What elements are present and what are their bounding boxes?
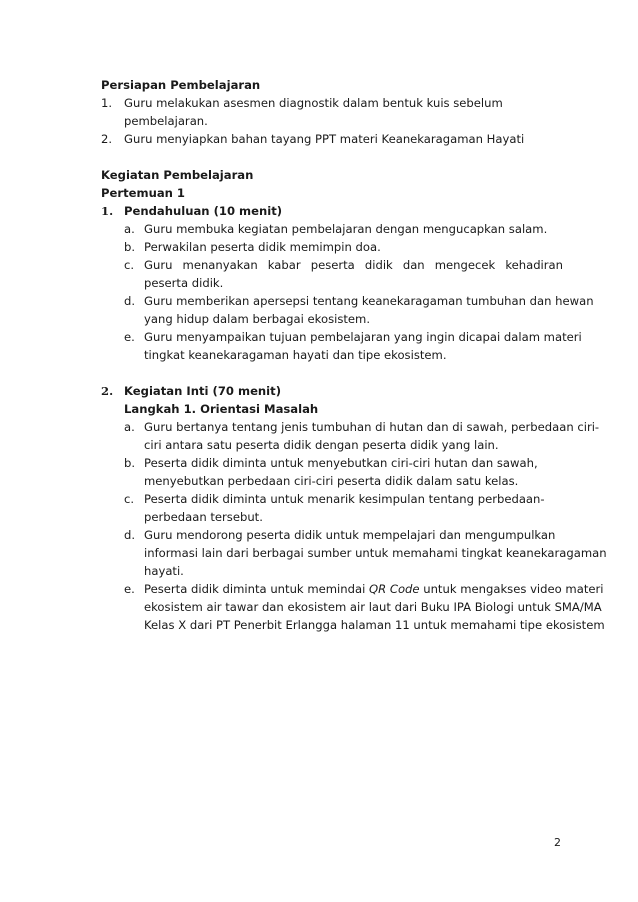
- section-heading-kegiatan: Kegiatan Pembelajaran: [101, 168, 254, 182]
- list-letter: d.: [124, 294, 136, 308]
- list-letter: b.: [124, 456, 136, 470]
- list-item: [124, 238, 563, 256]
- list-item: [124, 454, 563, 490]
- list-letter: b.: [124, 240, 136, 254]
- text-line: ciri antara satu peserta didik dengan peserta didik yang lain.: [144, 438, 499, 452]
- step-heading: [101, 400, 563, 418]
- list-letter: e.: [124, 582, 135, 596]
- subsection-number: 2.: [101, 384, 114, 398]
- text-segment: Peserta didik diminta untuk memindai: [144, 582, 369, 596]
- text-line: tingkat keanekaragaman hayati dan tipe ekosistem.: [144, 348, 447, 362]
- list-text: [144, 418, 599, 454]
- list-item: [124, 526, 607, 580]
- list-text: Guru melakukan asesmen diagnostik dalam bentuk kuis sebelum pembelajaran.: [124, 96, 503, 128]
- text-line: Guru memberikan apersepsi tentang keanekaragaman tumbuhan dan hewan: [144, 294, 594, 308]
- list-item: [124, 292, 594, 328]
- page-content: [101, 76, 607, 634]
- text-line: [144, 580, 605, 598]
- list-text: Guru membuka kegiatan pembelajaran dengan mengucapkan salam.: [144, 222, 548, 236]
- text-line: menyebutkan perbedaan ciri-ciri peserta didik dalam satu kelas.: [144, 474, 519, 488]
- list-item: [124, 220, 563, 238]
- list-item: [101, 130, 563, 148]
- list-text: Guru menanyakan kabar peserta didik dan mengecek kehadiran peserta didik.: [144, 258, 563, 290]
- text-line: Peserta didik diminta untuk menarik kesimpulan tentang perbedaan-: [144, 492, 545, 506]
- text-segment: untuk mengakses video materi: [419, 582, 604, 596]
- list-item: [124, 418, 600, 454]
- text-line: Guru bertanya tentang jenis tumbuhan di hutan dan di sawah, perbedaan ciri-: [144, 420, 600, 434]
- subsection-heading-pendahuluan: [101, 202, 563, 220]
- list-item: [124, 328, 582, 364]
- list-letter: e.: [124, 330, 135, 344]
- subsection-heading-inti: [101, 382, 563, 400]
- list-letter: c.: [124, 492, 135, 506]
- qr-code-term: QR Code: [368, 582, 420, 596]
- text-line: Guru mendorong peserta didik untuk mempelajari dan mengumpulkan: [144, 528, 556, 542]
- list-letter: a.: [124, 420, 135, 434]
- subsection-title: Kegiatan Inti (70 menit): [124, 384, 281, 398]
- list-item: [124, 256, 563, 292]
- list-text: [144, 490, 563, 526]
- step-title: Langkah 1. Orientasi Masalah: [124, 402, 319, 416]
- list-text: [144, 292, 594, 328]
- subsection-title: Pendahuluan (10 menit): [124, 204, 283, 218]
- text-line: perbedaan tersebut.: [144, 510, 263, 524]
- list-text: [144, 454, 563, 490]
- list-item: [124, 580, 605, 634]
- text-line: Guru menyampaikan tujuan pembelajaran yang ingin dicapai dalam materi: [144, 330, 582, 344]
- text-line: hayati.: [144, 564, 184, 578]
- text-line: Peserta didik diminta untuk menyebutkan ciri-ciri hutan dan sawah,: [144, 456, 538, 470]
- list-number: 1.: [101, 96, 113, 110]
- list-number: 2.: [101, 132, 113, 146]
- text-line: informasi lain dari berbagai sumber untuk memahami tingkat keanekaragaman: [144, 546, 607, 560]
- list-text: Guru menyiapkan bahan tayang PPT materi Keanekaragaman Hayati: [124, 132, 525, 146]
- list-item: [124, 490, 563, 526]
- list-text: Perwakilan peserta didik memimpin doa.: [144, 240, 381, 254]
- list-item: [101, 94, 563, 130]
- list-text: [144, 328, 582, 364]
- meeting-label: Pertemuan 1: [101, 186, 185, 200]
- list-letter: d.: [124, 528, 136, 542]
- list-text: [144, 580, 605, 634]
- text-line: yang hidup dalam berbagai ekosistem.: [144, 312, 371, 326]
- list-letter: c.: [124, 258, 135, 272]
- page-number: 2: [554, 836, 561, 849]
- list-text: [144, 526, 607, 580]
- section-heading-persiapan: Persiapan Pembelajaran: [101, 78, 261, 92]
- text-line: ekosistem air tawar dan ekosistem air laut dari Buku IPA Biologi untuk SMA/MA: [144, 600, 602, 614]
- text-line: Kelas X dari PT Penerbit Erlangga halaman 11 untuk memahami tipe ekosistem: [144, 618, 605, 632]
- subsection-number: 1.: [101, 204, 114, 218]
- list-letter: a.: [124, 222, 135, 236]
